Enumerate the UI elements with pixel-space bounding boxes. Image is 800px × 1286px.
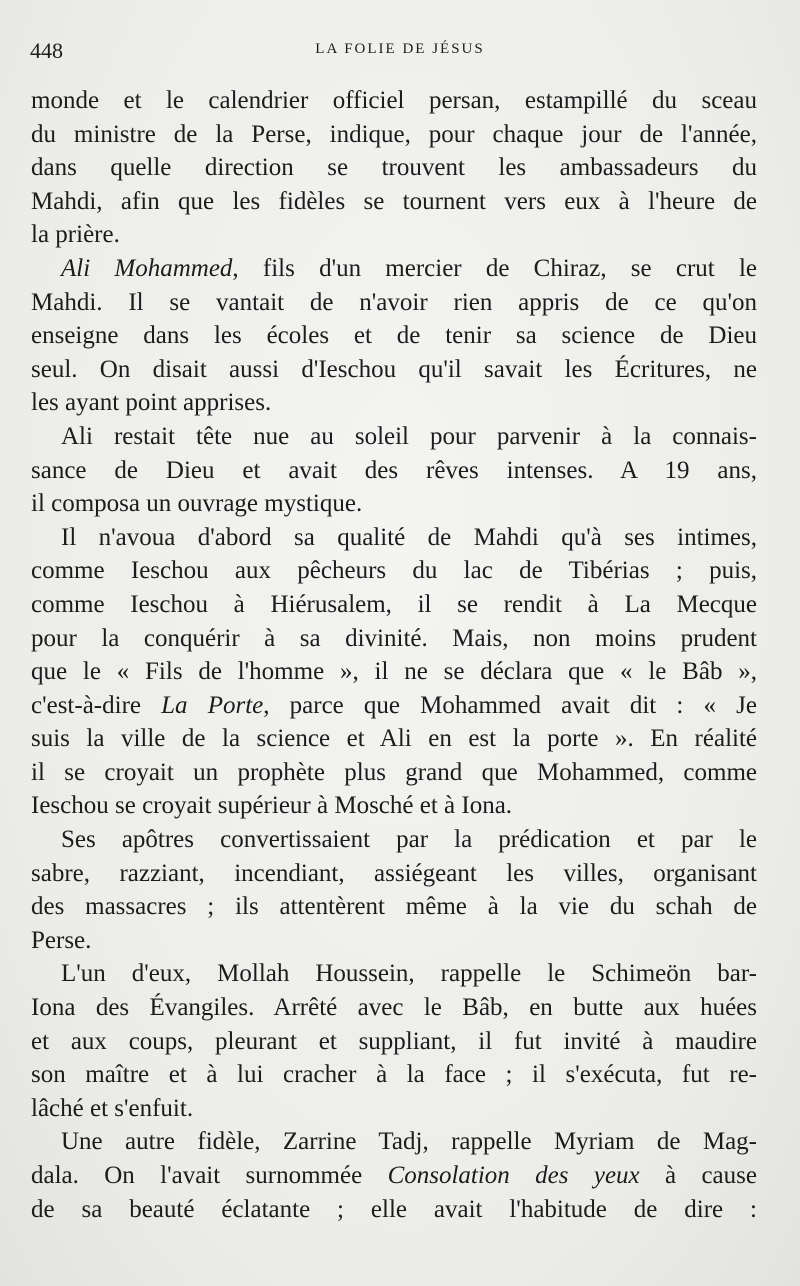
text-line: Iona des Évangiles. Arrêté avec le Bâb, en butte aux huées bbox=[31, 994, 757, 1022]
text-line: monde et le calendrier officiel persan, estampillé du sceau bbox=[31, 87, 757, 114]
text-line: sabre, razziant, incendiant, assiégeant les villes, organisant bbox=[31, 859, 757, 887]
text-line: Mahdi, afin que les fidèles se tournent vers eux à l'heure de bbox=[31, 187, 757, 215]
text-line: c'est-à-dire La Porte, parce que Mohammed avait dit : « Je bbox=[31, 691, 757, 719]
text-line: que le « Fils de l'homme », il ne se déclara que « le Bâb », bbox=[31, 658, 757, 686]
text-line: L'un d'eux, Mollah Houssein, rappelle le Schimeön bar- bbox=[61, 960, 757, 988]
text-line: Une autre fidèle, Zarrine Tadj, rappelle Myriam de Mag- bbox=[61, 1128, 757, 1156]
running-head bbox=[30, 38, 770, 64]
text-line: des massacres ; ils attentèrent même à la vie du schah de bbox=[31, 893, 757, 921]
text-line: Ali Mohammed, fils d'un mercier de Chiraz, se crut le bbox=[61, 254, 757, 282]
text-line: comme Ieschou à Hiérusalem, il se rendit à La Mecque bbox=[31, 590, 757, 618]
text-line: son maître et à lui cracher à la face ; il s'exécuta, fut re- bbox=[31, 1061, 757, 1089]
text-line: il composa un ouvrage mystique. bbox=[31, 490, 363, 518]
text-line: du ministre de la Perse, indique, pour chaque jour de l'année, bbox=[31, 120, 757, 148]
text-line: Ali restait tête nue au soleil pour parvenir à la connais- bbox=[61, 422, 757, 450]
running-title: LA FOLIE DE JÉSUS bbox=[315, 41, 485, 57]
text-line: dans quelle direction se trouvent les ambassadeurs du bbox=[31, 154, 757, 182]
text-line: sance de Dieu et avait des rêves intenses. A 19 ans, bbox=[31, 456, 757, 484]
italic-phrase: Consolation des yeux bbox=[387, 1162, 640, 1189]
text-line: enseigne dans les écoles et de tenir sa science de Dieu bbox=[31, 322, 757, 350]
text-line: Ses apôtres convertissaient par la prédication et par le bbox=[61, 826, 757, 854]
text-line: la prière. bbox=[31, 221, 120, 249]
text-line: seul. On disait aussi d'Ieschou qu'il savait les Écritures, ne bbox=[31, 355, 757, 383]
text-line: suis la ville de la science et Ali en est la porte ». En réalité bbox=[31, 725, 757, 753]
text-line: il se croyait un prophète plus grand que Mohammed, comme bbox=[31, 758, 757, 786]
text-line: les ayant point apprises. bbox=[31, 389, 272, 417]
text-line: pour la conquérir à sa divinité. Mais, non moins prudent bbox=[31, 624, 757, 652]
text-line: Mahdi. Il se vantait de n'avoir rien appris de ce qu'on bbox=[31, 288, 757, 316]
page-number: 448 bbox=[30, 38, 63, 63]
text-line: comme Ieschou aux pêcheurs du lac de Tibérias ; puis, bbox=[31, 557, 757, 585]
text-line: lâché et s'enfuit. bbox=[31, 1094, 194, 1122]
body-text bbox=[31, 84, 757, 1226]
italic-phrase: La Porte bbox=[161, 691, 264, 719]
italic-name: Ali Mohammed bbox=[61, 254, 233, 282]
text-line: de sa beauté éclatante ; elle avait l'habitude de dire : bbox=[31, 1195, 757, 1223]
text-line: dala. On l'avait surnommée Consolation des yeux à cause bbox=[31, 1162, 757, 1189]
text-line: et aux coups, pleurant et suppliant, il fut invité à maudire bbox=[31, 1027, 757, 1055]
text-line: Ieschou se croyait supérieur à Mosché et à Iona. bbox=[31, 792, 513, 820]
text-line: Perse. bbox=[31, 926, 92, 954]
text-line: Il n'avoua d'abord sa qualité de Mahdi qu'à ses intimes, bbox=[61, 523, 757, 551]
